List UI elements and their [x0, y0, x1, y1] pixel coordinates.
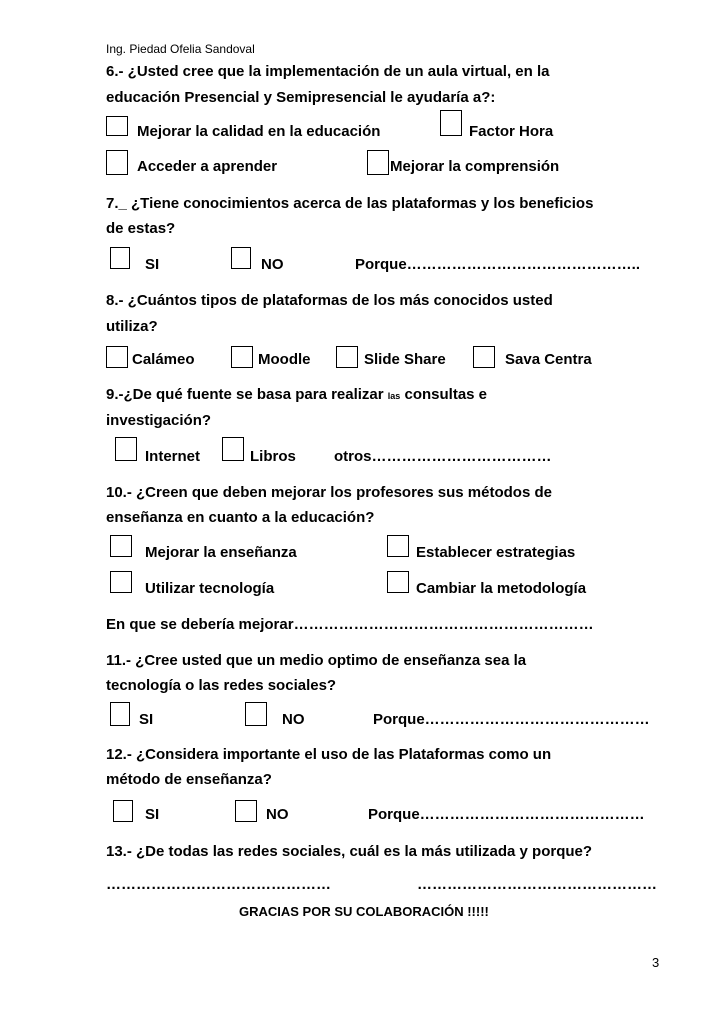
checkbox-q11-si[interactable] — [110, 702, 130, 726]
option-sava-centra: Sava Centra — [505, 351, 592, 368]
checkbox-q12-si[interactable] — [113, 800, 133, 822]
option-q11-no: NO — [282, 711, 305, 728]
checkbox-internet[interactable] — [115, 437, 137, 461]
option-mejorar-comprension: Mejorar la comprensión — [390, 158, 560, 175]
question-9-line2: investigación? — [106, 412, 212, 429]
option-establecer-estrategias: Establecer estrategias — [416, 544, 576, 561]
question-9-line1: 9.-¿De qué fuente se basa para realizar las consultas e — [106, 386, 488, 403]
option-mejorar-calidad: Mejorar la calidad en la educación — [137, 123, 381, 140]
option-internet: Internet — [145, 448, 201, 465]
checkbox-libros[interactable] — [222, 437, 244, 461]
checkbox-establecer-estrategias[interactable] — [387, 535, 409, 557]
q9-otros-line: otros……………………………… — [334, 448, 552, 465]
option-calameo: Calámeo — [132, 351, 195, 368]
question-7-line1: 7._ ¿Tiene conocimientos acerca de las plataformas y los beneficios — [106, 195, 594, 212]
checkbox-q11-no[interactable] — [245, 702, 267, 726]
option-q7-si: SI — [145, 256, 160, 273]
checkbox-mejorar-ensenanza[interactable] — [110, 535, 132, 557]
question-12-line2: método de enseñanza? — [106, 771, 272, 788]
option-q12-si: SI — [145, 806, 160, 823]
checkbox-q12-no[interactable] — [235, 800, 257, 822]
option-slide-share: Slide Share — [364, 351, 446, 368]
checkbox-calameo[interactable] — [106, 346, 128, 368]
question-7-line2: de estas? — [106, 220, 176, 237]
option-q7-no: NO — [261, 256, 284, 273]
checkbox-mejorar-comprension[interactable] — [367, 150, 389, 175]
question-11-line2: tecnología o las redes sociales? — [106, 677, 337, 694]
checkbox-cambiar-metodologia[interactable] — [387, 571, 409, 593]
checkbox-mejorar-calidad[interactable] — [106, 116, 128, 136]
question-6-line2: educación Presencial y Semipresencial le ayudaría a?: — [106, 89, 496, 106]
page-number: 3 — [652, 955, 660, 970]
question-13-line1: 13.- ¿De todas las redes sociales, cuál es la más utilizada y porque? — [106, 843, 593, 860]
question-10-line1: 10.- ¿Creen que deben mejorar los profesores sus métodos de — [106, 484, 552, 501]
option-moodle: Moodle — [258, 351, 311, 368]
checkbox-moodle[interactable] — [231, 346, 253, 368]
checkbox-sava-centra[interactable] — [473, 346, 495, 368]
option-q12-no: NO — [266, 806, 289, 823]
option-acceder-aprender: Acceder a aprender — [137, 158, 278, 175]
q13-answer-line-1: ……………………………………… — [106, 876, 331, 893]
q7-porque-line: Porque……………………………………….. — [355, 256, 641, 273]
checkbox-q7-no[interactable] — [231, 247, 251, 269]
question-10-line2: enseñanza en cuanto a la educación? — [106, 509, 375, 526]
page-header: Ing. Piedad Ofelia Sandoval — [106, 42, 255, 56]
question-11-line1: 11.- ¿Cree usted que un medio optimo de enseñanza sea la — [106, 652, 527, 669]
question-8-line1: 8.- ¿Cuántos tipos de plataformas de los más conocidos usted — [106, 292, 553, 309]
option-cambiar-metodologia: Cambiar la metodología — [416, 580, 587, 597]
option-utilizar-tecnologia: Utilizar tecnología — [145, 580, 275, 597]
checkbox-factor-hora[interactable] — [440, 110, 462, 136]
q10-mejorar-line: En que se debería mejorar…………………………………………………… — [106, 616, 594, 633]
option-q11-si: SI — [139, 711, 154, 728]
option-factor-hora: Factor Hora — [469, 123, 554, 140]
question-8-line2: utiliza? — [106, 318, 158, 335]
q12-porque-line: Porque……………………………………… — [368, 806, 645, 823]
thanks-message: GRACIAS POR SU COLABORACIÓN !!!!! — [239, 904, 489, 919]
option-libros: Libros — [250, 448, 296, 465]
q13-answer-line-2: ………………………………………… — [417, 876, 657, 893]
q11-porque-line: Porque……………………………………… — [373, 711, 650, 728]
checkbox-q7-si[interactable] — [110, 247, 130, 269]
checkbox-utilizar-tecnologia[interactable] — [110, 571, 132, 593]
question-6-line1: 6.- ¿Usted cree que la implementación de un aula virtual, en la — [106, 63, 550, 80]
option-mejorar-ensenanza: Mejorar la enseñanza — [145, 544, 297, 561]
checkbox-acceder-aprender[interactable] — [106, 150, 128, 175]
checkbox-slide-share[interactable] — [336, 346, 358, 368]
question-12-line1: 12.- ¿Considera importante el uso de las Plataformas como un — [106, 746, 552, 763]
